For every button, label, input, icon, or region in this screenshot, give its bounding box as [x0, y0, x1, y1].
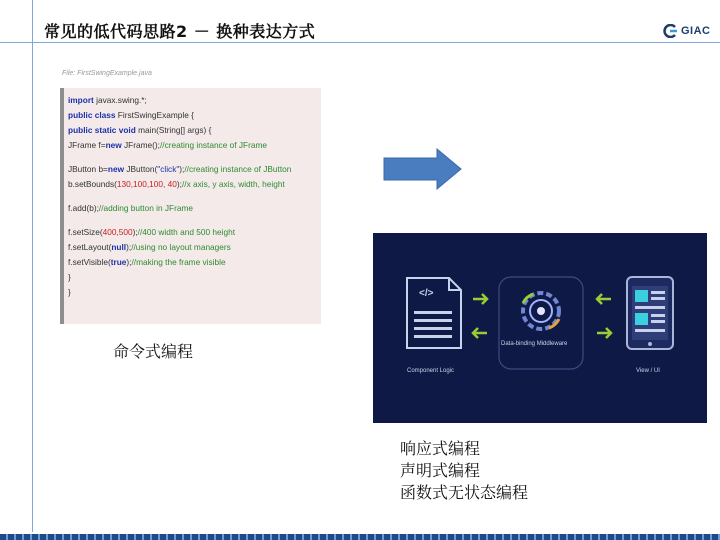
code-line: f.setLayout(null);//using no layout managers: [68, 242, 231, 252]
giac-logo: [663, 22, 711, 40]
data-binding-diagram: [373, 233, 707, 423]
code-line: b.setBounds(130,100,100, 40);//x axis, y axis, width, height: [68, 179, 285, 189]
list-item: 声明式编程: [400, 461, 481, 480]
list-item: 函数式无状态编程: [400, 483, 529, 502]
footer-decoration: [0, 534, 720, 540]
code-line: }: [68, 272, 71, 282]
paradigm-list: [400, 438, 528, 504]
middleware-gear-icon: [523, 293, 559, 329]
view-ui-label: View / UI: [636, 368, 660, 374]
code-line: JFrame f=new JFrame();//creating instance of JFrame: [68, 140, 267, 150]
code-line: f.setSize(400,500);//400 width and 500 height: [68, 227, 236, 237]
middleware-label: Data-binding Middleware: [501, 341, 568, 347]
code-line: public class FirstSwingExample {: [68, 110, 194, 120]
list-item: 响应式编程: [400, 439, 481, 458]
code-line: }: [68, 287, 71, 297]
code-document-icon: [407, 278, 461, 348]
code-line: f.add(b);//adding button in JFrame: [68, 203, 193, 213]
code-line: JButton b=new JButton("click");//creating instance of JButton: [68, 164, 292, 174]
sync-arrows-right-icon: [597, 294, 611, 338]
code-line: f.setVisible(true);//making the frame visible: [68, 257, 226, 267]
vertical-guide-line: [32, 0, 33, 532]
imperative-caption: 命令式编程: [113, 342, 194, 361]
right-arrow-icon: [383, 148, 463, 190]
sync-arrows-left-icon: [473, 294, 487, 338]
title-underline: [0, 42, 720, 43]
code-file-label: File: FirstSwingExample.java: [62, 70, 152, 77]
slide-title: 常见的低代码思路2 － 换种表达方式: [44, 22, 316, 41]
code-line: import javax.swing.*;: [68, 95, 147, 105]
mobile-ui-icon: [627, 277, 673, 349]
code-icon-text: </>: [419, 288, 434, 299]
code-line: public static void main(String[] args) {: [68, 125, 212, 135]
code-snippet: [60, 88, 321, 324]
diagram-graphics: [373, 233, 707, 423]
component-logic-label: Component Logic: [407, 368, 455, 374]
giac-logo-icon: [663, 24, 679, 38]
logo-text: GIAC: [681, 25, 711, 37]
